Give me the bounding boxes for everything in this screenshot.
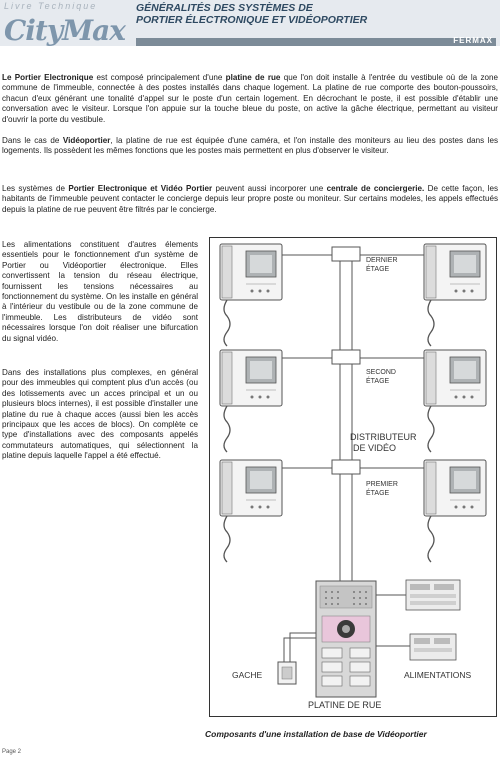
distributeur-label-2: DE VIDÉO xyxy=(353,443,397,453)
diagram-caption: Composants d'une installation de base de Vidéoportier xyxy=(205,729,427,739)
text: De cette façon, les habitants de l'immeuble peuvent contacter le concierge depuis leur propre poste ou moniteur. Sur certains modeles, les appels effectués depuis la platine de rue peuvent être filtrés par le concierge. xyxy=(2,184,499,214)
paragraph-portier xyxy=(2,73,498,125)
text-bold: Le Portier Electronique xyxy=(2,73,94,82)
floor-label-premier-etage: ÉTAGE xyxy=(366,490,390,497)
monitor-icon xyxy=(220,350,282,452)
alimentation-unit-icon xyxy=(406,580,460,610)
monitor-icon xyxy=(220,460,282,562)
gache-label: GACHE xyxy=(232,670,263,680)
fermax-logo: FERMAX xyxy=(453,36,493,45)
text: , la platine de rue est équipée d'une caméra, et l'on installe des moniteurs au lieu des postes dans les logements. Ils possèdent les mêmes fonctions que les postes mais permettent en plus d'observer le visiteur. xyxy=(2,136,498,156)
paragraph-conciergerie xyxy=(2,184,498,215)
paragraph-videoportier xyxy=(2,136,498,157)
platine-de-rue-label: PLATINE DE RUE xyxy=(308,700,382,710)
text-bold: Vidéoportier xyxy=(62,136,111,145)
floor-label-dernier: DERNIER xyxy=(366,257,398,264)
floor-label-dernier-etage: ÉTAGE xyxy=(366,266,390,273)
text: Les systèmes de xyxy=(2,184,69,193)
alimentations-label: ALIMENTATIONS xyxy=(404,670,472,680)
junction-box-bottom xyxy=(332,460,360,474)
text: est composé principalement d'une xyxy=(93,73,226,82)
paragraph-alimentations: Les alimentations constituent d'autres élements essentiels pour le fonctionnement d'un système de Portier ou Vidéoportier électronique. Elles convertissent la tension du réseau électrique, fournissent les tensions nécessaires au fonctionnement du système. On les installe en général à l'intérieur du vestibule ou de la zone commune de l'immeuble. Les distributeurs de vidéo sont nécessaires lorsque l'on doit réaliser une bifurcation du signal vidéo. xyxy=(2,240,198,343)
monitor-icon xyxy=(424,244,486,346)
header-title-line1: GÉNÉRALITÉS DES SYSTÈMES DE xyxy=(136,2,313,14)
paragraph-installations: Dans des installations plus complexes, en général pour des immeubles qui comptent plus d'un accès (ou des lotissements avec un acces principal et un ou plusieurs blocs internes), il est possible d'installer une platine du rue à chaque acces (aussi bien les accès principaux que les acces de blocs). On complète ce type d'installations avec des composants appelés commutateurs automatiques, qui sélectionnent la platine depuis laquelle l'appel a été effectué. xyxy=(2,368,198,461)
monitor-icon xyxy=(424,460,486,562)
diagram-svg xyxy=(210,238,496,716)
header-title xyxy=(136,2,367,26)
alimentation-unit-icon xyxy=(410,634,456,660)
platine-de-rue-panel xyxy=(316,581,376,697)
junction-box-top xyxy=(332,247,360,261)
installation-diagram xyxy=(209,237,497,717)
citymax-logo: CityMax xyxy=(4,14,125,47)
fermax-bar xyxy=(136,38,496,46)
floor-label-premier: PREMIER xyxy=(366,481,398,488)
page-header xyxy=(0,0,500,52)
livre-technique-label: Livre Technique xyxy=(4,1,98,11)
text-bold: platine de rue xyxy=(225,73,281,82)
text: que l'on doit installe à l'entrée du vestibule où de la zone commune de l'immeuble, connectée à des postes installés dans chaque logement. La platine de rue comporte des bouton-poussoirs, chacun d'eux générant une tonalité d'appel sur le poste d'un certain logement. En décrochant le poste, il est possible d'établir une conversation avec le visiteur. Lorsque l'on appuie sur la touche bleue du poste, on active la gâche électrique, permettant au visiteur d'ouvrir la porte du vestibule. xyxy=(2,73,498,124)
floor-label-second-etage: ÉTAGE xyxy=(366,378,390,385)
text-bold: Portier Electronique et Vidéo Portier xyxy=(68,184,213,193)
monitor-icon xyxy=(220,244,282,346)
floor-label-second: SECOND xyxy=(366,369,396,376)
text: peuvent aussi incorporer une xyxy=(212,184,327,193)
junction-box-middle xyxy=(332,350,360,364)
text: Dans le cas de xyxy=(2,136,63,145)
text-bold: centrale de conciergerie. xyxy=(326,184,425,193)
monitor-icon xyxy=(424,350,486,452)
distributeur-label: DISTRIBUTEUR xyxy=(350,432,417,442)
header-title-line2: PORTIER ÉLECTRONIQUE ET VIDÉOPORTIER xyxy=(136,14,368,26)
page-number: Page 2 xyxy=(2,749,22,755)
